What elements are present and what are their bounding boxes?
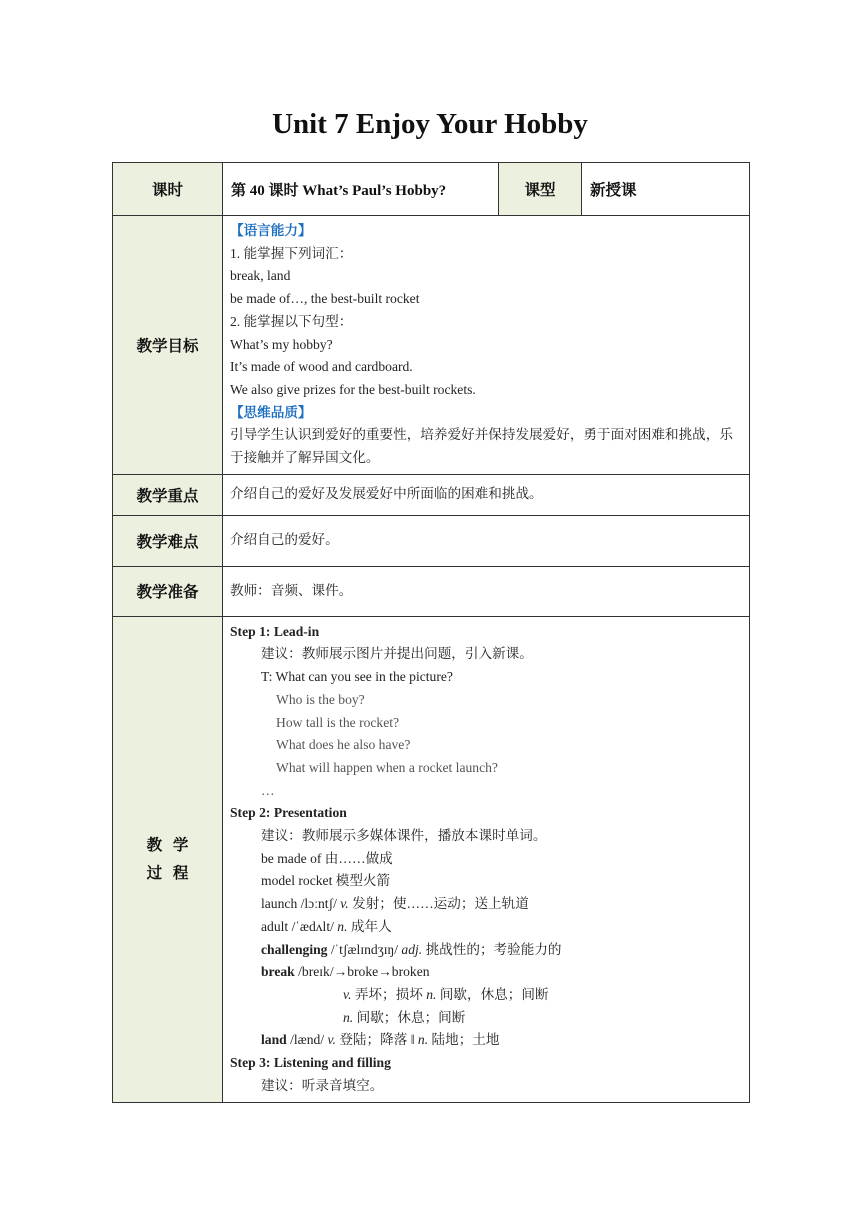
step1-suggestion: 建议：教师展示图片并提出问题，引入新课。 [261,646,533,662]
vocab-item: model rocket 模型火箭 [261,873,391,889]
objective-line: break, land [230,268,291,284]
objective-heading-thinking: 【思维品质】 [230,404,312,420]
objectives-row [113,216,750,475]
lesson-label: 课时 [113,163,223,216]
vocab-item: challenging /ˈtʃælɪndʒɪŋ/ adj. 挑战性的；考验能力的 [261,941,562,957]
process-label-line2: 过 程 [146,864,189,883]
objective-line: What’s my hobby? [230,336,333,352]
difficulties-label: 教学难点 [113,515,223,566]
step1-question: How tall is the rocket? [276,714,400,730]
step1-question: T: What can you see in the picture? [261,669,453,685]
objective-line: We also give prizes for the best-built rockets. [230,381,476,397]
step1-question: What will happen when a rocket launch? [276,759,498,775]
step2-title: Step 2: Presentation [230,805,347,821]
objectives-label: 教学目标 [113,216,223,475]
process-label [113,616,223,1102]
objective-line: be made of…, the best-built rocket [230,291,420,307]
preparation-row [113,566,750,616]
page-title: Unit 7 Enjoy Your Hobby [272,108,588,140]
vocab-item-cont: n. 间歇；休息；间断 [343,1009,466,1025]
objectives-content [223,216,750,475]
key-points-text: 介绍自己的爱好及发展爱好中所面临的困难和挑战。 [230,486,543,502]
vocab-item: land /lænd/ v. 登陆；降落 ‖ n. 陆地；土地 [261,1032,500,1048]
step1-question: What does he also have? [276,737,411,753]
lesson-value: 第 40 课时 What’s Paul’s Hobby? [223,163,499,216]
preparation-content [223,566,750,616]
difficulties-row [113,515,750,566]
key-points-row [113,474,750,515]
process-row [113,616,750,1102]
step1-question: Who is the boy? [276,691,365,707]
type-value: 新授课 [582,163,750,216]
process-content [223,616,750,1102]
step1-title: Step 1: Lead-in [230,623,320,639]
objective-heading-language: 【语言能力】 [230,223,312,238]
objective-line: It’s made of wood and cardboard. [230,359,413,375]
key-points-label: 教学重点 [113,474,223,515]
difficulties-text: 介绍自己的爱好。 [230,532,339,548]
vocab-item-cont: v. 弄坏；损坏 n. 间歇，休息；间断 [343,986,549,1002]
step2-suggestion: 建议：教师展示多媒体课件，播放本课时单词。 [261,828,547,844]
preparation-label: 教学准备 [113,566,223,616]
header-row [113,163,750,216]
objective-line: 1. 能掌握下列词汇： [230,245,353,261]
preparation-text: 教师：音频、课件。 [230,582,353,598]
vocab-item: launch /lɔːntʃ/ v. 发射；使……运动；送上轨道 [261,896,529,912]
lesson-plan-table [112,162,750,1103]
objective-line: 2. 能掌握以下句型： [230,313,353,329]
vocab-item: break /breɪk/→broke→broken [261,964,430,980]
step3-suggestion: 建议：听录音填空。 [261,1077,384,1093]
step1-ellipsis: … [261,782,275,798]
objective-line: 引导学生认识到爱好的重要性，培养爱好并保持发展爱好，勇于面对困难和挑战，乐于接触并了解异国文化。 [230,427,733,466]
type-label: 课型 [499,163,582,216]
vocab-item: adult /ˈædʌlt/ n. 成年人 [261,918,392,934]
vocab-item: be made of 由……做成 [261,850,393,866]
step3-title: Step 3: Listening and filling [230,1055,391,1071]
key-points-content [223,474,750,515]
difficulties-content [223,515,750,566]
process-label-line1: 教 学 [146,836,189,855]
